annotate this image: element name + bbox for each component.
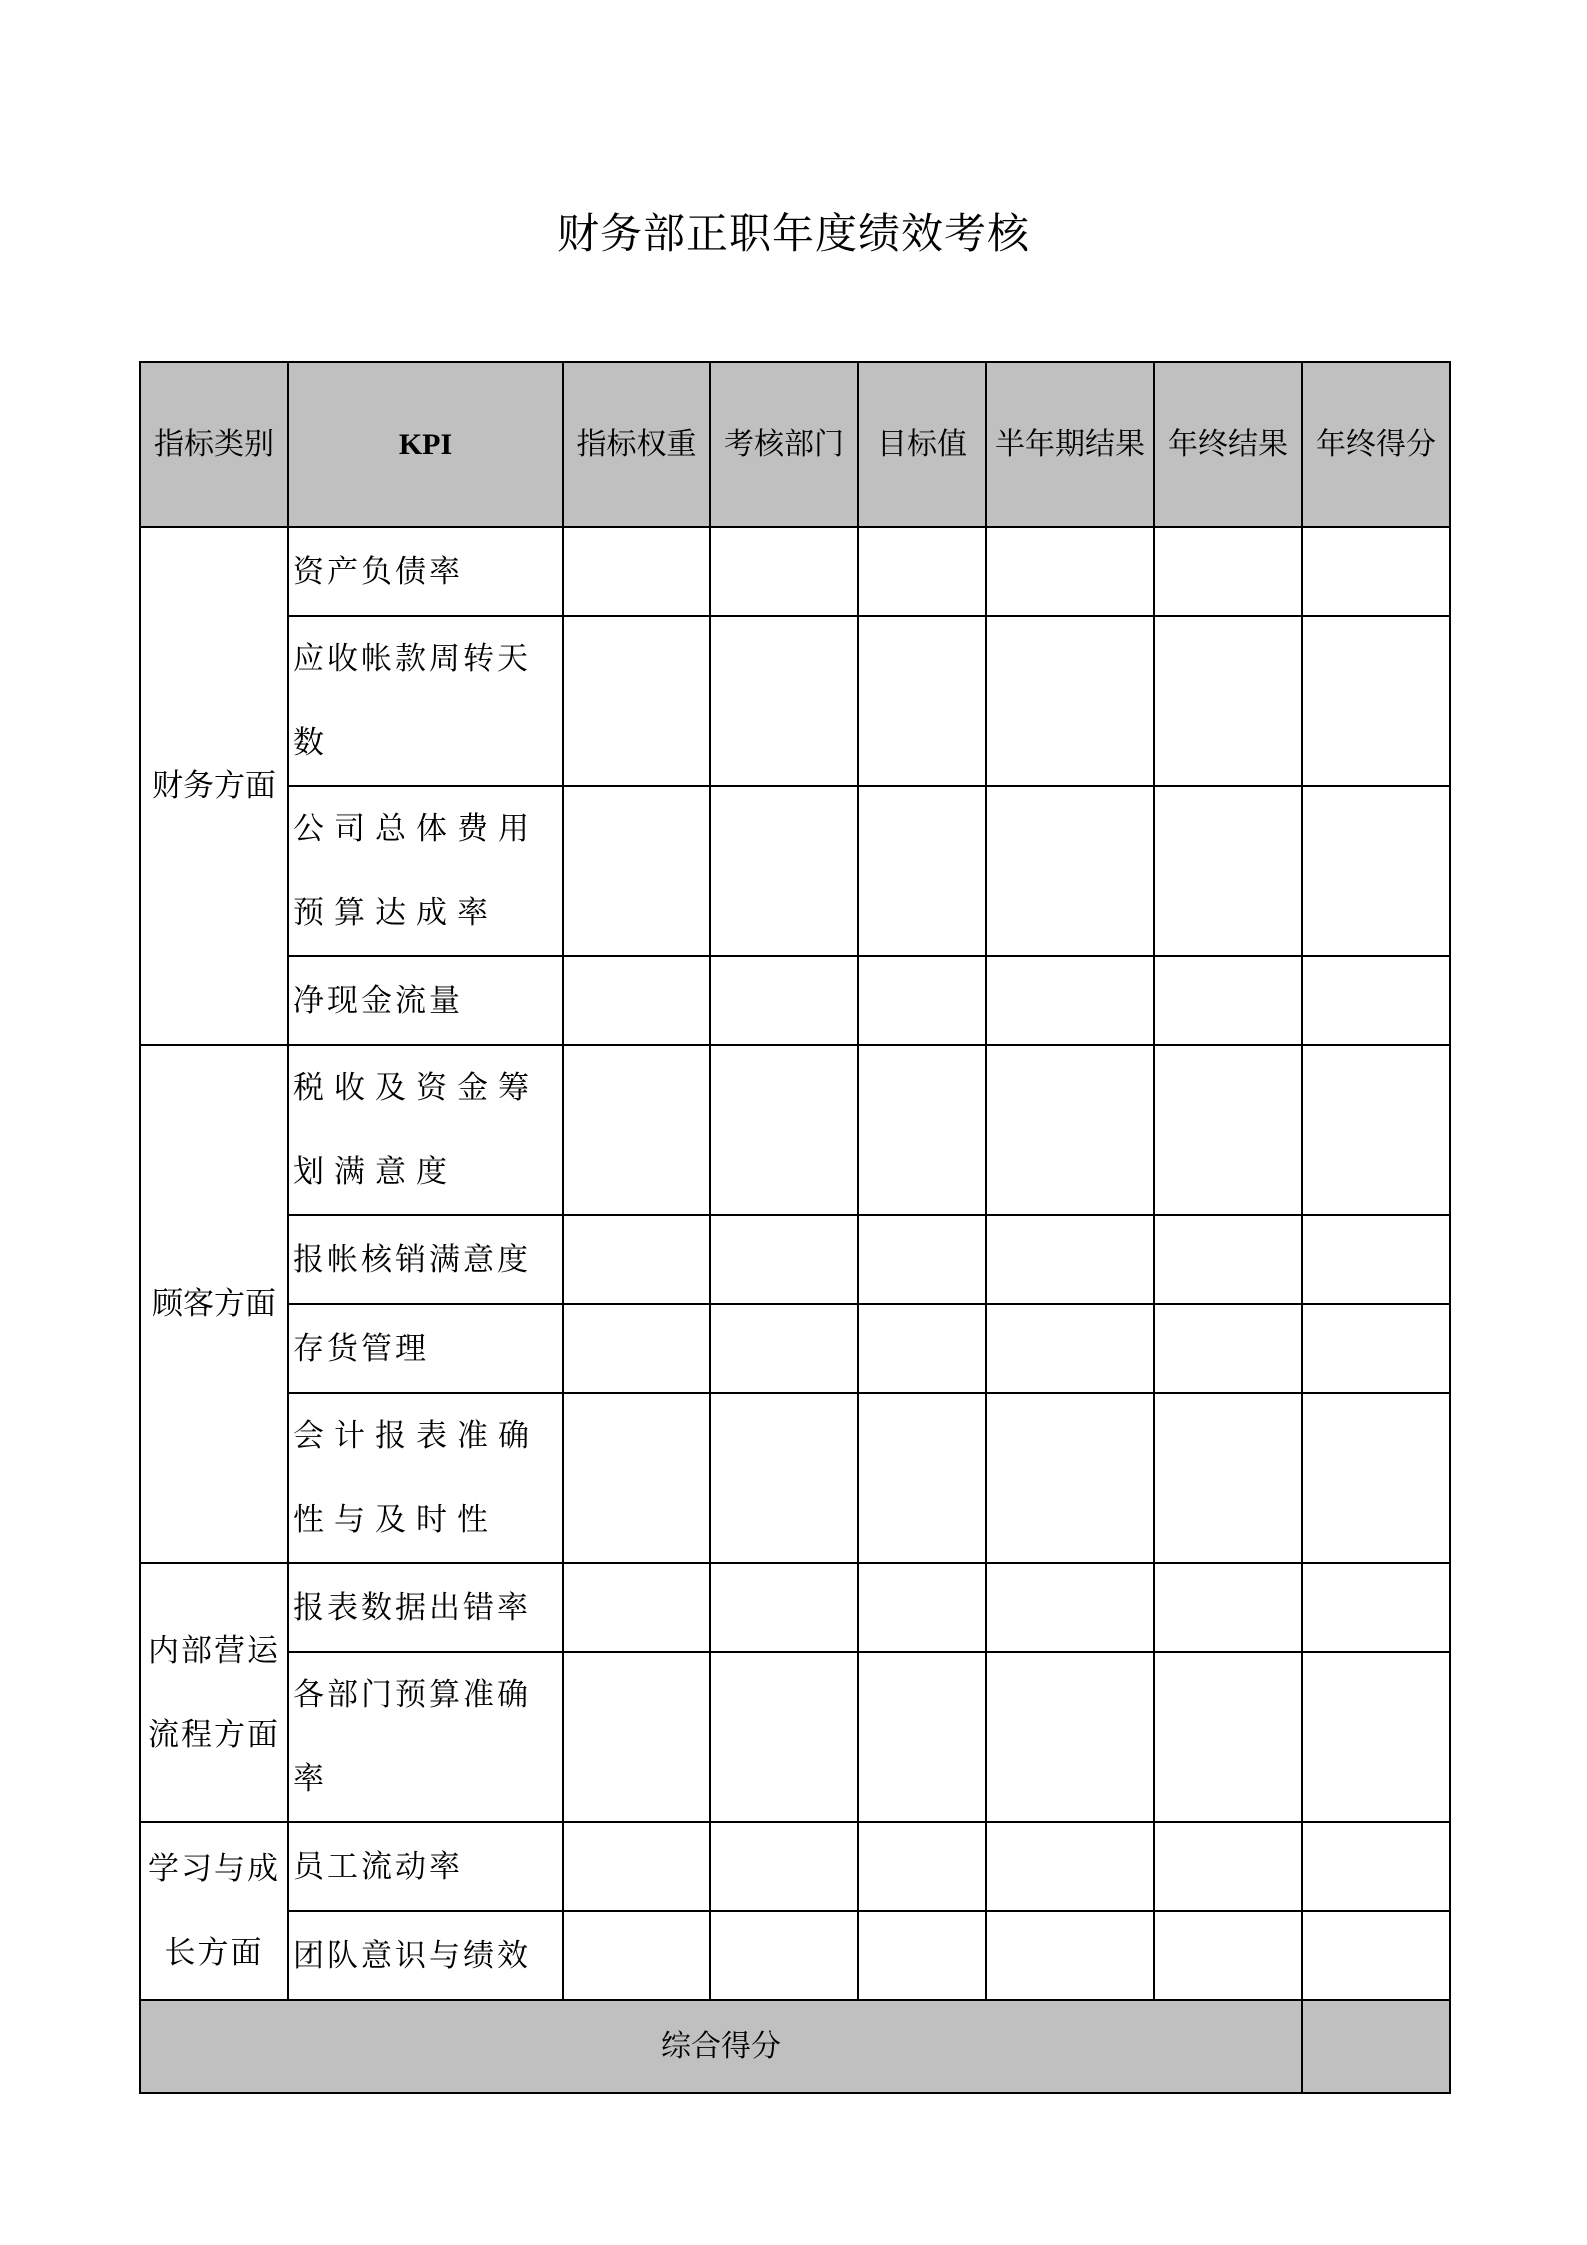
header-target: 目标值 <box>858 362 986 527</box>
kpi-cell: 员工流动率 <box>288 1822 563 1911</box>
header-category: 指标类别 <box>140 362 288 527</box>
table-row <box>140 786 1450 956</box>
kpi-cell: 团队意识与绩效 <box>288 1911 563 2000</box>
weight-cell[interactable] <box>563 527 710 616</box>
table-row <box>140 1563 1450 1652</box>
table-row <box>140 956 1450 1045</box>
weight-cell[interactable] <box>563 1652 710 1822</box>
target-cell[interactable] <box>858 1215 986 1304</box>
table-row <box>140 1652 1450 1822</box>
half-year-cell[interactable] <box>986 616 1154 786</box>
half-year-cell[interactable] <box>986 956 1154 1045</box>
kpi-cell: 存货管理 <box>288 1304 563 1393</box>
table-row <box>140 1304 1450 1393</box>
half-year-cell[interactable] <box>986 1215 1154 1304</box>
total-row <box>140 2000 1450 2093</box>
kpi-assessment-table <box>139 361 1451 2094</box>
year-end-result-cell[interactable] <box>1154 1822 1302 1911</box>
kpi-cell: 公司总体费用预算达成率 <box>288 786 563 956</box>
target-cell[interactable] <box>858 956 986 1045</box>
year-end-result-cell[interactable] <box>1154 1911 1302 2000</box>
table-row <box>140 527 1450 616</box>
dept-cell[interactable] <box>710 1215 858 1304</box>
target-cell[interactable] <box>858 527 986 616</box>
header-year-end-score: 年终得分 <box>1302 362 1450 527</box>
header-kpi: KPI <box>288 362 563 527</box>
dept-cell[interactable] <box>710 786 858 956</box>
kpi-cell: 各部门预算准确率 <box>288 1652 563 1822</box>
half-year-cell[interactable] <box>986 1822 1154 1911</box>
year-end-result-cell[interactable] <box>1154 1393 1302 1563</box>
half-year-cell[interactable] <box>986 786 1154 956</box>
dept-cell[interactable] <box>710 1304 858 1393</box>
year-end-score-cell[interactable] <box>1302 1822 1450 1911</box>
dept-cell[interactable] <box>710 1045 858 1215</box>
year-end-result-cell[interactable] <box>1154 786 1302 956</box>
dept-cell[interactable] <box>710 527 858 616</box>
header-year-end-result: 年终结果 <box>1154 362 1302 527</box>
target-cell[interactable] <box>858 786 986 956</box>
year-end-score-cell[interactable] <box>1302 527 1450 616</box>
dept-cell[interactable] <box>710 1393 858 1563</box>
target-cell[interactable] <box>858 1822 986 1911</box>
kpi-cell: 资产负债率 <box>288 527 563 616</box>
total-label: 综合得分 <box>140 2000 1302 2093</box>
year-end-score-cell[interactable] <box>1302 1563 1450 1652</box>
weight-cell[interactable] <box>563 956 710 1045</box>
weight-cell[interactable] <box>563 1563 710 1652</box>
kpi-cell: 报帐核销满意度 <box>288 1215 563 1304</box>
header-dept: 考核部门 <box>710 362 858 527</box>
target-cell[interactable] <box>858 1563 986 1652</box>
table-row <box>140 1045 1450 1215</box>
header-row <box>140 362 1450 527</box>
year-end-score-cell[interactable] <box>1302 1215 1450 1304</box>
target-cell[interactable] <box>858 1652 986 1822</box>
kpi-cell: 净现金流量 <box>288 956 563 1045</box>
weight-cell[interactable] <box>563 616 710 786</box>
category-cell: 财务方面 <box>140 527 288 1045</box>
target-cell[interactable] <box>858 1304 986 1393</box>
year-end-score-cell[interactable] <box>1302 1911 1450 2000</box>
document-title: 财务部正职年度绩效考核 <box>556 209 1030 258</box>
header-weight: 指标权重 <box>563 362 710 527</box>
weight-cell[interactable] <box>563 1911 710 2000</box>
table-row <box>140 616 1450 786</box>
year-end-score-cell[interactable] <box>1302 786 1450 956</box>
target-cell[interactable] <box>858 1045 986 1215</box>
half-year-cell[interactable] <box>986 1393 1154 1563</box>
weight-cell[interactable] <box>563 786 710 956</box>
half-year-cell[interactable] <box>986 1652 1154 1822</box>
weight-cell[interactable] <box>563 1822 710 1911</box>
category-cell: 顾客方面 <box>140 1045 288 1563</box>
target-cell[interactable] <box>858 616 986 786</box>
dept-cell[interactable] <box>710 1652 858 1822</box>
table-row <box>140 1822 1450 1911</box>
year-end-result-cell[interactable] <box>1154 1652 1302 1822</box>
weight-cell[interactable] <box>563 1393 710 1563</box>
half-year-cell[interactable] <box>986 1911 1154 2000</box>
year-end-result-cell[interactable] <box>1154 956 1302 1045</box>
target-cell[interactable] <box>858 1393 986 1563</box>
dept-cell[interactable] <box>710 1911 858 2000</box>
table-row <box>140 1911 1450 2000</box>
kpi-cell: 报表数据出错率 <box>288 1563 563 1652</box>
weight-cell[interactable] <box>563 1304 710 1393</box>
dept-cell[interactable] <box>710 956 858 1045</box>
total-score-cell[interactable] <box>1302 2000 1450 2093</box>
weight-cell[interactable] <box>563 1215 710 1304</box>
kpi-cell: 会计报表准确性与及时性 <box>288 1393 563 1563</box>
year-end-result-cell[interactable] <box>1154 1215 1302 1304</box>
half-year-cell[interactable] <box>986 1304 1154 1393</box>
year-end-result-cell[interactable] <box>1154 1304 1302 1393</box>
year-end-result-cell[interactable] <box>1154 1563 1302 1652</box>
target-cell[interactable] <box>858 1911 986 2000</box>
dept-cell[interactable] <box>710 616 858 786</box>
year-end-score-cell[interactable] <box>1302 1652 1450 1822</box>
year-end-score-cell[interactable] <box>1302 1045 1450 1215</box>
header-half-year: 半年期结果 <box>986 362 1154 527</box>
year-end-score-cell[interactable] <box>1302 1393 1450 1563</box>
half-year-cell[interactable] <box>986 527 1154 616</box>
category-cell: 内部营运流程方面 <box>140 1563 288 1822</box>
year-end-score-cell[interactable] <box>1302 1304 1450 1393</box>
kpi-cell: 应收帐款周转天数 <box>288 616 563 786</box>
year-end-result-cell[interactable] <box>1154 1045 1302 1215</box>
year-end-score-cell[interactable] <box>1302 956 1450 1045</box>
dept-cell[interactable] <box>710 1563 858 1652</box>
half-year-cell[interactable] <box>986 1045 1154 1215</box>
year-end-score-cell[interactable] <box>1302 616 1450 786</box>
year-end-result-cell[interactable] <box>1154 616 1302 786</box>
dept-cell[interactable] <box>710 1822 858 1911</box>
weight-cell[interactable] <box>563 1045 710 1215</box>
category-cell: 学习与成长方面 <box>140 1822 288 2000</box>
half-year-cell[interactable] <box>986 1563 1154 1652</box>
table-row <box>140 1393 1450 1563</box>
kpi-cell: 税收及资金筹划满意度 <box>288 1045 563 1215</box>
table-row <box>140 1215 1450 1304</box>
year-end-result-cell[interactable] <box>1154 527 1302 616</box>
